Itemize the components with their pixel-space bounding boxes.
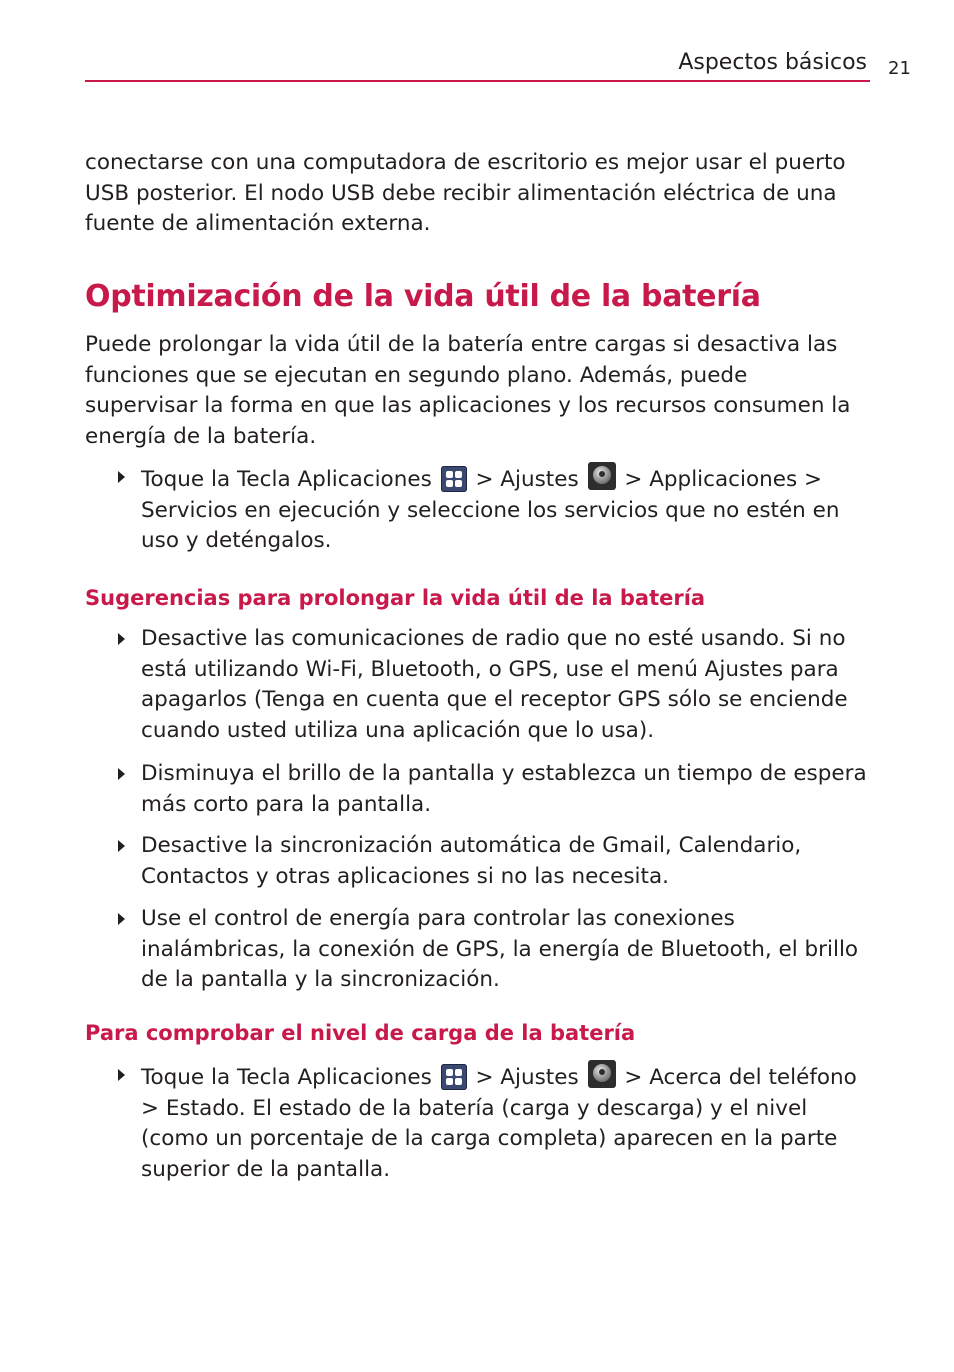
running-services-label: Servicios en ejecución [141, 497, 381, 523]
battery-intro-paragraph: Puede prolongar la vida útil de la batería entre cargas si desactiva las funciones que se ejecutan en segundo plano. Además, puede supervisar la forma en que las aplicaciones y los recursos consumen la energía de la batería. [85, 332, 851, 449]
about-phone-label: Acerca del teléfono [649, 1065, 857, 1090]
settings-label: Ajustes [500, 467, 579, 492]
list-item: Use el control de energía para controlar las conexiones inalámbricas, la conexión de GPS, la energía de Bluetooth, el brillo de la pantalla y la sincronización. [118, 904, 878, 996]
bullet-arrow-icon [118, 1069, 125, 1081]
subheading-battery-tips: Sugerencias para prolongar la vida útil de la batería [85, 586, 706, 610]
list-item: Disminuya el brillo de la pantalla y establezca un tiempo de espera más corto para la pantalla. [118, 759, 878, 820]
settings-label: Ajustes [500, 1065, 579, 1090]
apps-key-label: Tecla Aplicaciones [236, 467, 432, 492]
app-grid-icon [441, 1064, 467, 1090]
header-divider [85, 80, 870, 82]
bullet-arrow-icon [118, 471, 125, 483]
list-item: Toque la Tecla Aplicaciones > Ajustes > Applicaciones > Servicios en ejecución y seleccione los servicios que no estén en uso y deténgalos. [118, 462, 878, 557]
page-number: 21 [888, 58, 911, 79]
intro-paragraph: conectarse con una computadora de escritorio es mejor usar el puerto USB posterior. El nodo USB debe recibir alimentación eléctrica de una fuente de alimentación externa. [85, 150, 846, 236]
applications-label: Applicaciones [649, 467, 798, 492]
section-heading-battery-optimization: Optimización de la vida útil de la batería [85, 279, 761, 314]
section-title: Aspectos básicos [678, 50, 867, 75]
bullet-arrow-icon [118, 840, 125, 852]
subheading-check-battery-level: Para comprobar el nivel de carga de la batería [85, 1021, 636, 1045]
bullet-arrow-icon [118, 913, 125, 925]
bullet-arrow-icon [118, 633, 125, 645]
app-grid-icon [441, 466, 467, 492]
list-item: Desactive las comunicaciones de radio que no esté usando. Si no está utilizando Wi-Fi, Bluetooth, o GPS, use el menú Ajustes para apagarlos (Tenga en cuenta que el receptor GPS sólo se enciende cuando usted utiliza una aplicación que lo usa). [118, 624, 878, 746]
status-label: Estado [165, 1095, 239, 1121]
list-item: Toque la Tecla Aplicaciones > Ajustes > Acerca del teléfono > Estado. El estado de la batería (carga y descarga) y el nivel (como un porcentaje de la carga completa) aparecen en la parte superior de la pantalla. [118, 1060, 878, 1185]
bullet-arrow-icon [118, 768, 125, 780]
settings-icon [588, 1060, 616, 1088]
apps-key-label: Tecla Aplicaciones [236, 1065, 432, 1090]
settings-icon [588, 462, 616, 490]
list-item: Desactive la sincronización automática de Gmail, Calendario, Contactos y otras aplicaciones si no las necesita. [118, 831, 878, 892]
